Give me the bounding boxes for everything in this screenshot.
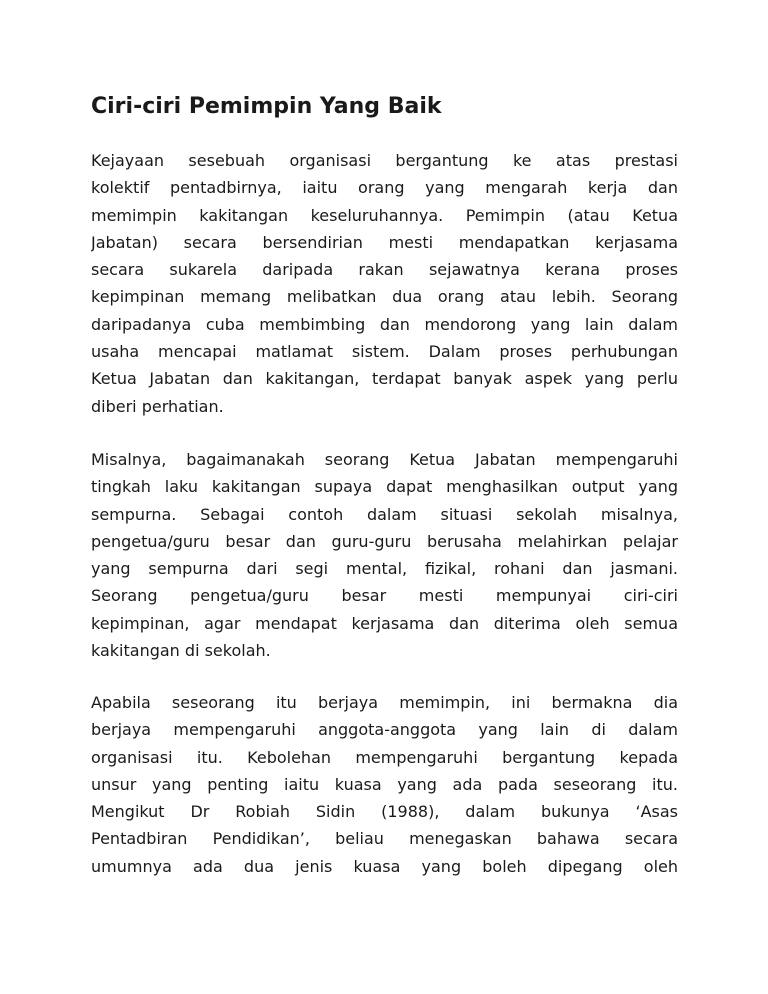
text-line: pengetua/guru besar dan guru-guru berusaha melahirkan pelajar — [91, 531, 678, 551]
text-line: Ketua Jabatan dan kakitangan, terdapat banyak aspek yang perlu — [91, 369, 678, 389]
text-line: Kejayaan sesebuah organisasi bergantung ke atas prestasi — [91, 151, 678, 170]
text-line: secara sukarela daripada rakan sejawatnya kerana proses — [91, 260, 678, 280]
paragraph-3 — [91, 689, 678, 880]
text-line: Jabatan) secara bersendirian mesti mendapatkan kerjasama — [91, 232, 678, 252]
text-line: sempurna. Sebagai contoh dalam situasi sekolah misalnya, — [91, 504, 678, 524]
text-line: daripadanya cuba membimbing dan mendorong yang lain dalam — [91, 314, 678, 334]
text-line: diberi perhatian. — [91, 396, 224, 416]
text-line: organisasi itu. Kebolehan mempengaruhi bergantung kepada — [91, 747, 678, 767]
text-line: kakitangan di sekolah. — [91, 641, 271, 661]
text-line: yang sempurna dari segi mental, fizikal, rohani dan jasmani. — [91, 559, 678, 579]
document-title: Ciri-ciri Pemimpin Yang Baik — [91, 94, 442, 119]
text-line: unsur yang penting iaitu kuasa yang ada pada seseorang itu. — [91, 774, 678, 794]
text-line: Apabila seseorang itu berjaya memimpin, ini bermakna dia — [91, 693, 678, 712]
text-line: memimpin kakitangan keseluruhannya. Pemimpin (atau Ketua — [91, 205, 678, 225]
text-line: berjaya mempengaruhi anggota-anggota yang lain di dalam — [91, 720, 678, 740]
text-line: Pentadbiran Pendidikan’, beliau menegaskan bahawa secara — [91, 829, 678, 849]
paragraph-1 — [91, 147, 678, 420]
text-line: usaha mencapai matlamat sistem. Dalam proses perhubungan — [91, 342, 678, 362]
text-line: umumnya ada dua jenis kuasa yang boleh dipegang oleh — [91, 856, 678, 876]
paragraph-2 — [91, 446, 678, 664]
text-line: Seorang pengetua/guru besar mesti mempunyai ciri-ciri — [91, 586, 678, 606]
text-line: kepimpinan memang melibatkan dua orang atau lebih. Seorang — [91, 287, 678, 307]
text-line: kepimpinan, agar mendapat kerjasama dan diterima oleh semua — [91, 613, 678, 633]
text-line: tingkah laku kakitangan supaya dapat menghasilkan output yang — [91, 477, 678, 497]
text-line: Misalnya, bagaimanakah seorang Ketua Jabatan mempengaruhi — [91, 450, 678, 469]
text-line: Mengikut Dr Robiah Sidin (1988), dalam bukunya ‘Asas — [91, 802, 678, 822]
text-line: kolektif pentadbirnya, iaitu orang yang mengarah kerja dan — [91, 178, 678, 198]
